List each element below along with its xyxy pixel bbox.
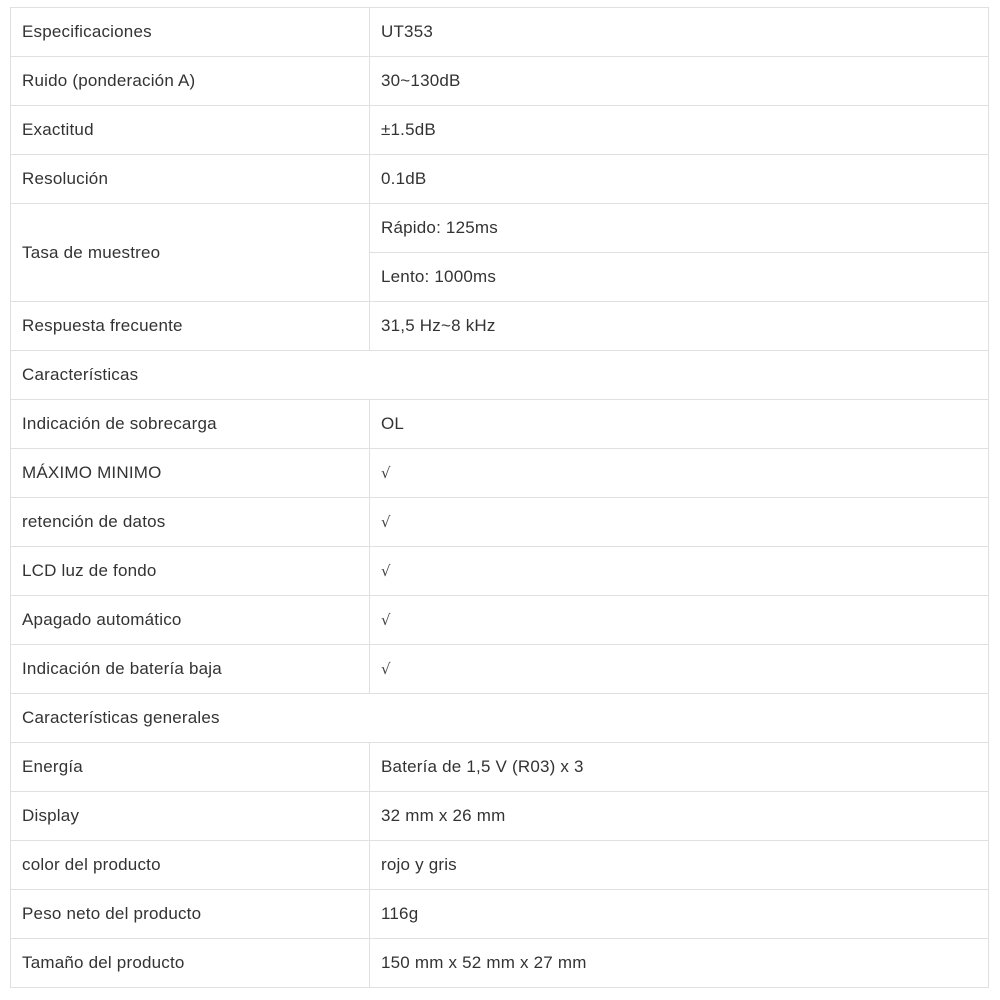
- table-row: [11, 890, 989, 939]
- specifications-table: [10, 7, 989, 988]
- spec-value: Rápido: 125ms: [370, 204, 989, 253]
- spec-value: ±1.5dB: [370, 106, 989, 155]
- table-row: [11, 939, 989, 988]
- table-row: [11, 743, 989, 792]
- feature-value: OL: [370, 400, 989, 449]
- table-row: [11, 155, 989, 204]
- table-row: [11, 302, 989, 351]
- table-row: [11, 645, 989, 694]
- general-value: Batería de 1,5 V (R03) x 3: [370, 743, 989, 792]
- spec-value: UT353: [370, 8, 989, 57]
- general-value: 32 mm x 26 mm: [370, 792, 989, 841]
- spec-label: Resolución: [11, 155, 370, 204]
- general-value: rojo y gris: [370, 841, 989, 890]
- section-row: [11, 351, 989, 400]
- section-heading-general: Características generales: [11, 694, 989, 743]
- spec-label: Ruido (ponderación A): [11, 57, 370, 106]
- table-row: [11, 106, 989, 155]
- feature-label: Indicación de sobrecarga: [11, 400, 370, 449]
- general-label: Tamaño del producto: [11, 939, 370, 988]
- general-label: color del producto: [11, 841, 370, 890]
- table-row: [11, 57, 989, 106]
- general-value: 116g: [370, 890, 989, 939]
- table-row: [11, 8, 989, 57]
- spec-value: 31,5 Hz~8 kHz: [370, 302, 989, 351]
- general-value: 150 mm x 52 mm x 27 mm: [370, 939, 989, 988]
- spec-label: Especificaciones: [11, 8, 370, 57]
- spec-value: 0.1dB: [370, 155, 989, 204]
- section-heading-features: Características: [11, 351, 989, 400]
- feature-label: MÁXIMO MINIMO: [11, 449, 370, 498]
- table-row: [11, 498, 989, 547]
- table-row: [11, 841, 989, 890]
- general-label: Peso neto del producto: [11, 890, 370, 939]
- table-row: [11, 792, 989, 841]
- check-icon: √: [370, 449, 989, 498]
- spec-value: 30~130dB: [370, 57, 989, 106]
- section-row: [11, 694, 989, 743]
- table-row: [11, 547, 989, 596]
- general-label: Energía: [11, 743, 370, 792]
- spec-value: Lento: 1000ms: [370, 253, 989, 302]
- table-row: [11, 400, 989, 449]
- table-row: [11, 596, 989, 645]
- check-icon: √: [370, 547, 989, 596]
- check-icon: √: [370, 645, 989, 694]
- general-label: Display: [11, 792, 370, 841]
- table-row: [11, 204, 989, 253]
- spec-label: Respuesta frecuente: [11, 302, 370, 351]
- spec-label: Exactitud: [11, 106, 370, 155]
- check-icon: √: [370, 498, 989, 547]
- feature-label: LCD luz de fondo: [11, 547, 370, 596]
- table-row: [11, 449, 989, 498]
- feature-label: Indicación de batería baja: [11, 645, 370, 694]
- check-icon: √: [370, 596, 989, 645]
- spec-label: Tasa de muestreo: [11, 204, 370, 302]
- feature-label: Apagado automático: [11, 596, 370, 645]
- feature-label: retención de datos: [11, 498, 370, 547]
